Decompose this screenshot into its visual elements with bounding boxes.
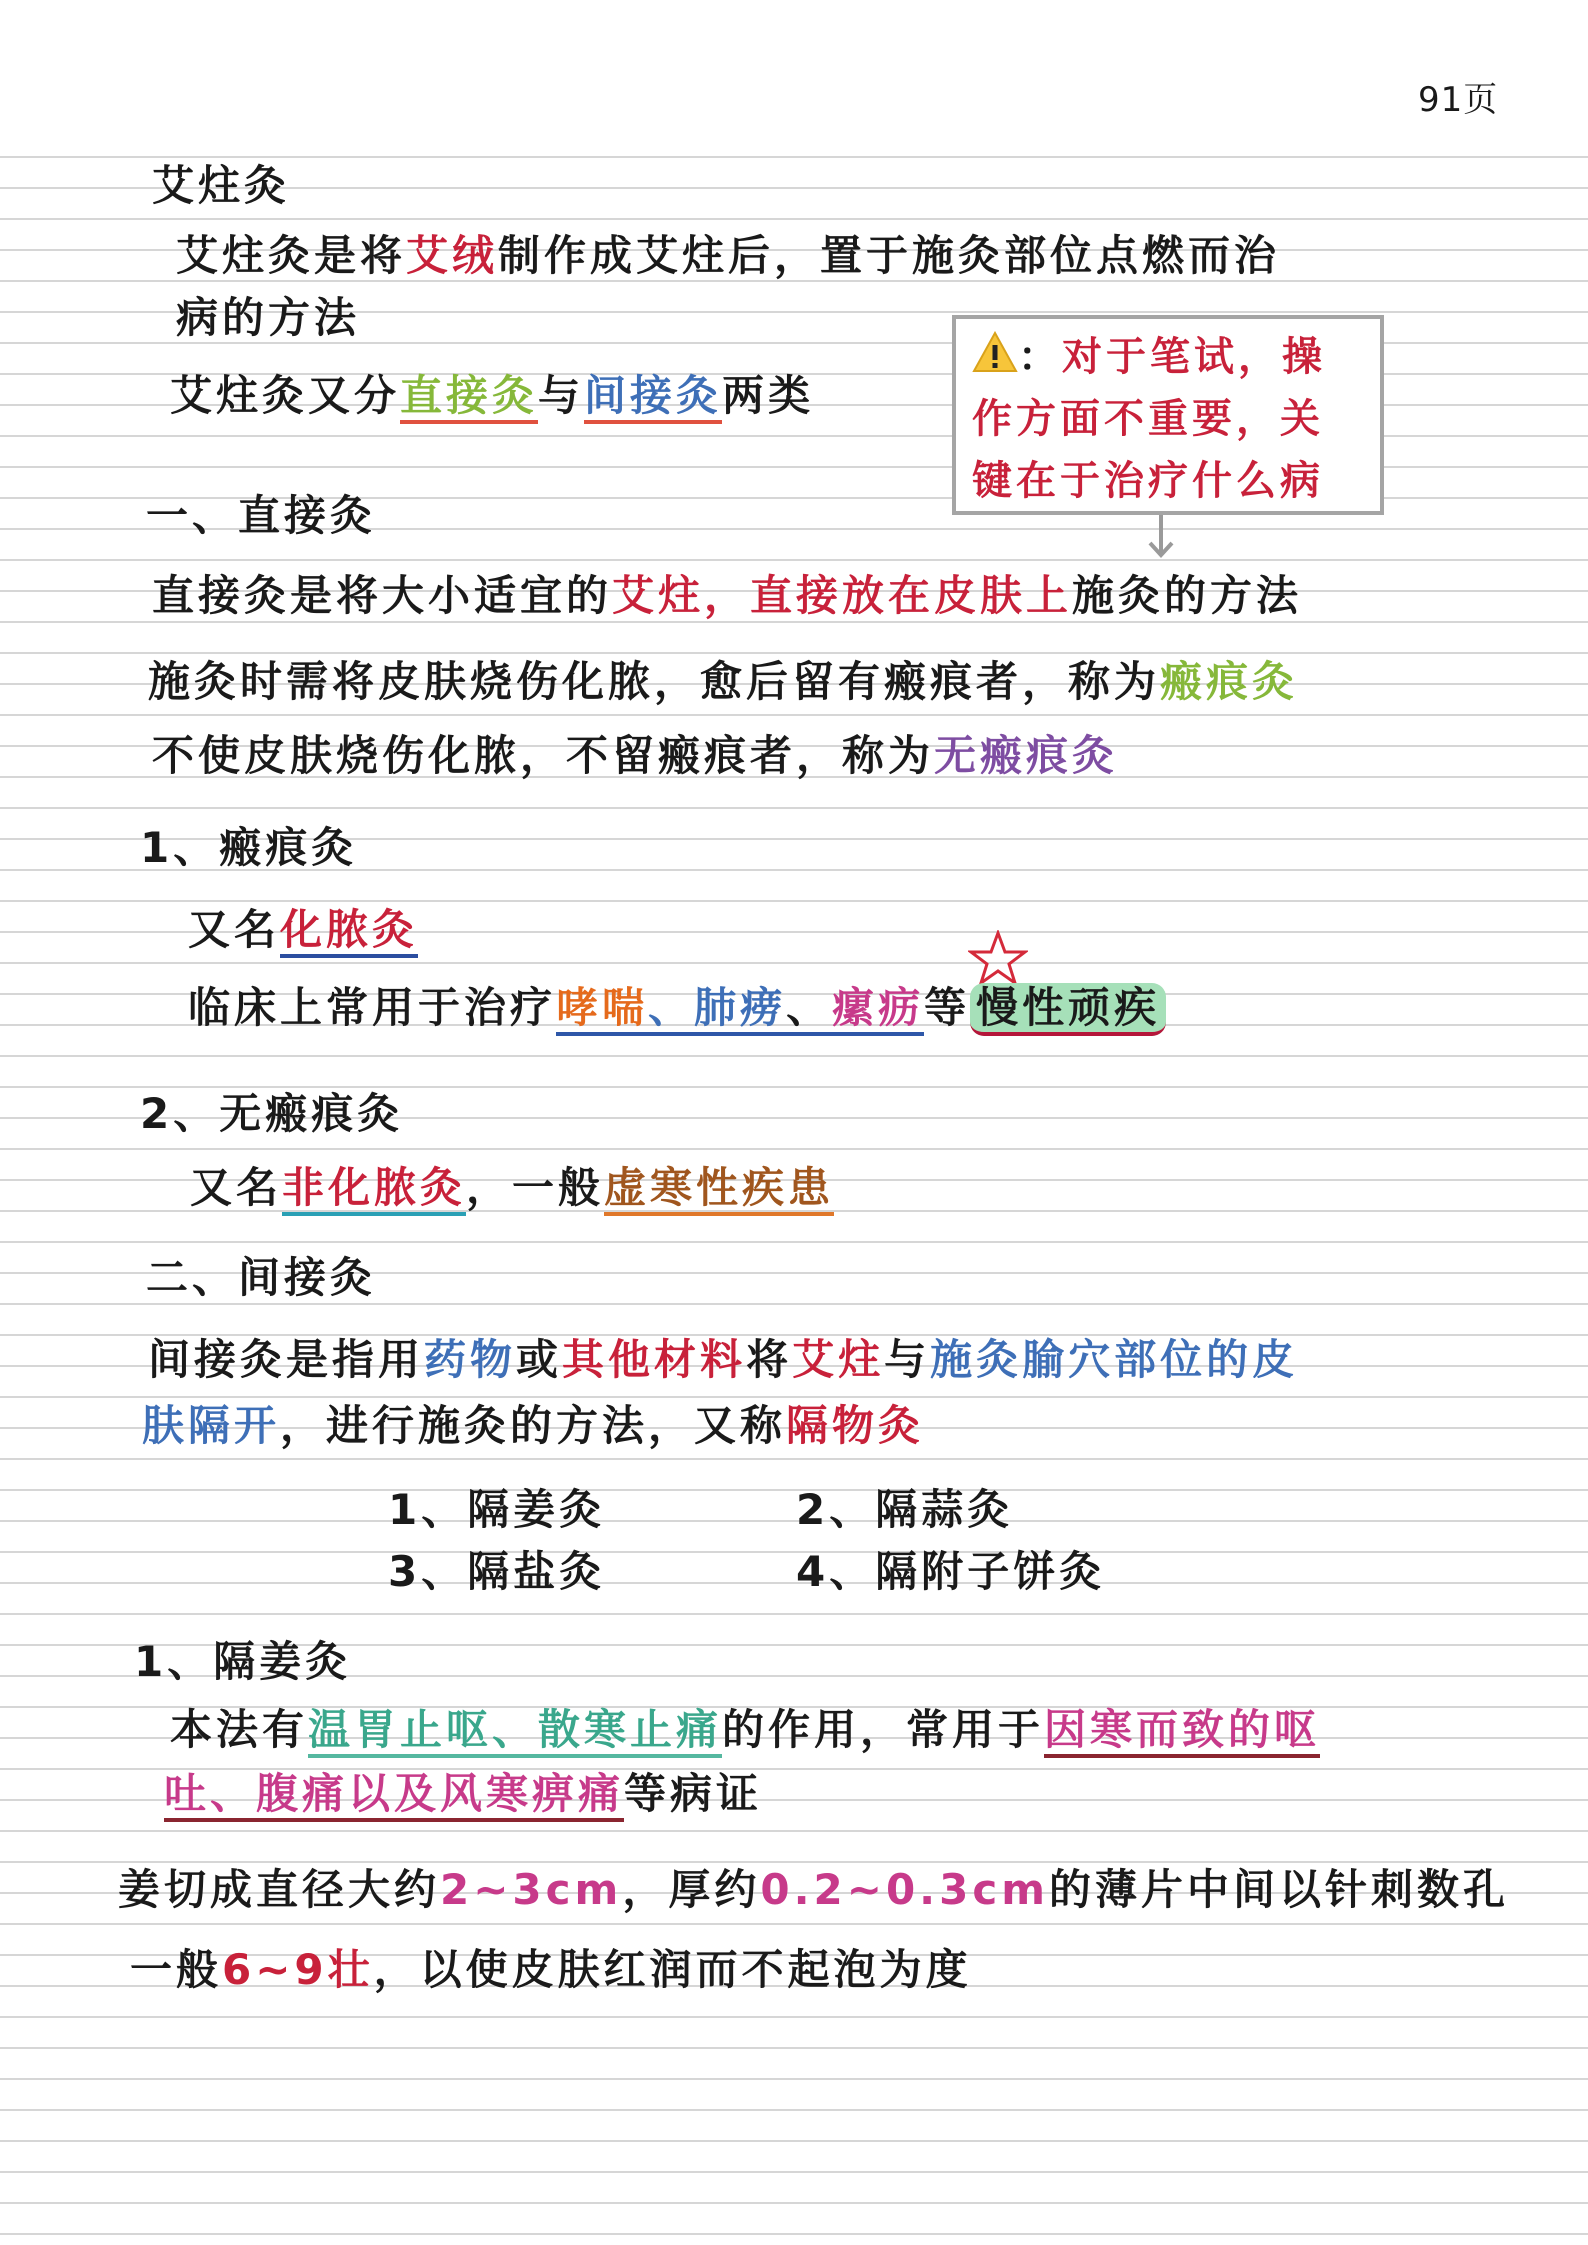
down-arrow-icon — [1155, 515, 1167, 555]
rule-line — [0, 1520, 1588, 1522]
note-line-1 — [972, 329, 1326, 388]
text: 制作成艾炷后，置于施灸部位点燃而治 — [498, 231, 1281, 280]
direct-para-3 — [152, 728, 1118, 784]
text: 不使皮肤烧伤化脓，不留瘢痕者，称为 — [152, 731, 935, 780]
item: 哮喘 — [556, 983, 649, 1032]
rule-line — [0, 1458, 1588, 1460]
sep: ： — [1018, 334, 1062, 380]
indirect-para-2 — [142, 1398, 924, 1454]
text: 临床上常用于治疗 — [188, 983, 557, 1032]
text: 将 — [746, 1335, 793, 1384]
highlight: 艾炷，直接放在皮肤上 — [612, 571, 1073, 620]
rule-line — [0, 1055, 1588, 1057]
note-line-3: 键在于治疗什么病 — [972, 458, 1324, 504]
highlight: 施灸腧穴部位的皮 — [930, 1335, 1299, 1384]
highlight: 非化脓灸 — [282, 1163, 466, 1216]
text: 艾炷灸又分 — [170, 371, 401, 420]
highlight: 化脓灸 — [280, 905, 418, 958]
intro-line-1 — [176, 228, 1280, 284]
rule-line — [0, 2202, 1588, 2204]
rule-line — [0, 1148, 1588, 1150]
ginger-line-1 — [170, 1702, 1320, 1758]
direct-para-2 — [148, 654, 1298, 710]
highlight: 因寒而致的呕 — [1044, 1705, 1320, 1758]
note-box — [952, 315, 1384, 515]
rule-line — [0, 1613, 1588, 1615]
highlight: 0.2~0.3cm — [760, 1865, 1049, 1914]
highlight: 艾炷 — [792, 1335, 885, 1384]
item: 瘰疬 — [832, 983, 925, 1032]
rule-line — [0, 1923, 1588, 1925]
highlight: 艾绒 — [406, 231, 499, 280]
text: 又名 — [188, 905, 281, 954]
text: 两类 — [722, 371, 815, 420]
highlight-direct: 直接灸 — [400, 371, 538, 424]
scar-line-2 — [188, 980, 1166, 1036]
text: ，进行施灸的方法，又称 — [280, 1401, 787, 1450]
text: 姜切成直径大约 — [118, 1865, 441, 1914]
direct-para-1 — [152, 568, 1302, 624]
text: 等病证 — [624, 1769, 763, 1818]
text: 对于笔试，操 — [1062, 334, 1326, 380]
rule-line — [0, 2047, 1588, 2049]
warning-icon — [972, 331, 1018, 388]
text: 又名 — [190, 1163, 283, 1212]
page-number: 91页 — [1418, 80, 1499, 120]
text: 直接灸是将大小适宜的 — [152, 571, 613, 620]
highlight: 慢性顽疾 — [970, 983, 1166, 1036]
indirect-type-2: 2、隔蒜灸 — [796, 1485, 1014, 1534]
rule-line — [0, 2109, 1588, 2111]
heading: 艾炷灸 — [152, 161, 291, 210]
text: 施灸的方法 — [1072, 571, 1303, 620]
text: 或 — [516, 1335, 563, 1384]
rule-line — [0, 1582, 1588, 1584]
highlight: 虚寒性疾患 — [604, 1163, 834, 1216]
ginger-line-3 — [118, 1862, 1509, 1918]
highlight-indirect: 间接灸 — [584, 371, 722, 424]
rule-line — [0, 218, 1588, 220]
highlight: 无瘢痕灸 — [934, 731, 1119, 780]
rule-line — [0, 1551, 1588, 1553]
text: 一般 — [130, 1945, 223, 1994]
rule-line — [0, 1489, 1588, 1491]
section-indirect-title: 二、间接灸 — [146, 1253, 377, 1302]
scar-line-1 — [188, 902, 418, 958]
noscar-line-1 — [190, 1160, 834, 1216]
text: ，厚约 — [622, 1865, 761, 1914]
rule-line — [0, 2140, 1588, 2142]
rule-line — [0, 1830, 1588, 1832]
highlight: 隔物灸 — [786, 1401, 925, 1450]
ginger-title: 1、隔姜灸 — [134, 1637, 352, 1686]
text: 等 — [924, 983, 971, 1032]
rule-line — [0, 1241, 1588, 1243]
highlight: 瘢痕灸 — [1160, 657, 1299, 706]
highlight: 肤隔开 — [142, 1401, 281, 1450]
text: 与 — [884, 1335, 931, 1384]
indirect-para-1 — [148, 1332, 1298, 1388]
rule-line — [0, 2233, 1588, 2235]
text: 艾炷灸是将 — [176, 231, 407, 280]
text: 与 — [538, 371, 585, 420]
text: ，以使皮肤红润而不起泡为度 — [373, 1945, 972, 1994]
highlight: 温胃止呕、散寒止痛 — [308, 1705, 722, 1758]
indirect-type-1: 1、隔姜灸 — [388, 1485, 606, 1534]
text: 的薄片中间以针刺数孔 — [1049, 1865, 1510, 1914]
rule-line — [0, 2171, 1588, 2173]
text: 间接灸是指用 — [148, 1335, 425, 1384]
text: 施灸时需将皮肤烧伤化脓，愈后留有瘢痕者，称为 — [148, 657, 1161, 706]
text: 的作用，常用于 — [722, 1705, 1045, 1754]
noscar-title: 2、无瘢痕灸 — [140, 1089, 404, 1138]
sep: 、 — [648, 983, 695, 1032]
sep: 、 — [786, 983, 833, 1032]
ginger-line-2 — [164, 1766, 762, 1822]
text: ，一般 — [466, 1163, 605, 1212]
highlight: 药物 — [424, 1335, 517, 1384]
intro-line-2: 病的方法 — [176, 293, 361, 342]
highlight: 6~9壮 — [222, 1945, 374, 1994]
intro-line-3 — [170, 368, 814, 424]
text: 本法有 — [170, 1705, 309, 1754]
rule-line — [0, 714, 1588, 716]
rule-line — [0, 962, 1588, 964]
indirect-type-4: 4、隔附子饼灸 — [796, 1547, 1106, 1596]
rule-line — [0, 559, 1588, 561]
item: 肺痨 — [694, 983, 787, 1032]
highlight: 2~3cm — [440, 1865, 623, 1914]
highlight: 其他材料 — [562, 1335, 747, 1384]
note-line-2: 作方面不重要，关 — [972, 396, 1324, 442]
scar-title: 1、瘢痕灸 — [140, 823, 358, 872]
rule-line — [0, 2016, 1588, 2018]
highlight: 吐、腹痛以及风寒痹痛 — [164, 1769, 624, 1822]
indirect-type-3: 3、隔盐灸 — [388, 1547, 606, 1596]
rule-line — [0, 2078, 1588, 2080]
section-direct-title: 一、直接灸 — [146, 491, 377, 540]
ginger-line-4 — [130, 1942, 972, 1998]
rule-line — [0, 807, 1588, 809]
